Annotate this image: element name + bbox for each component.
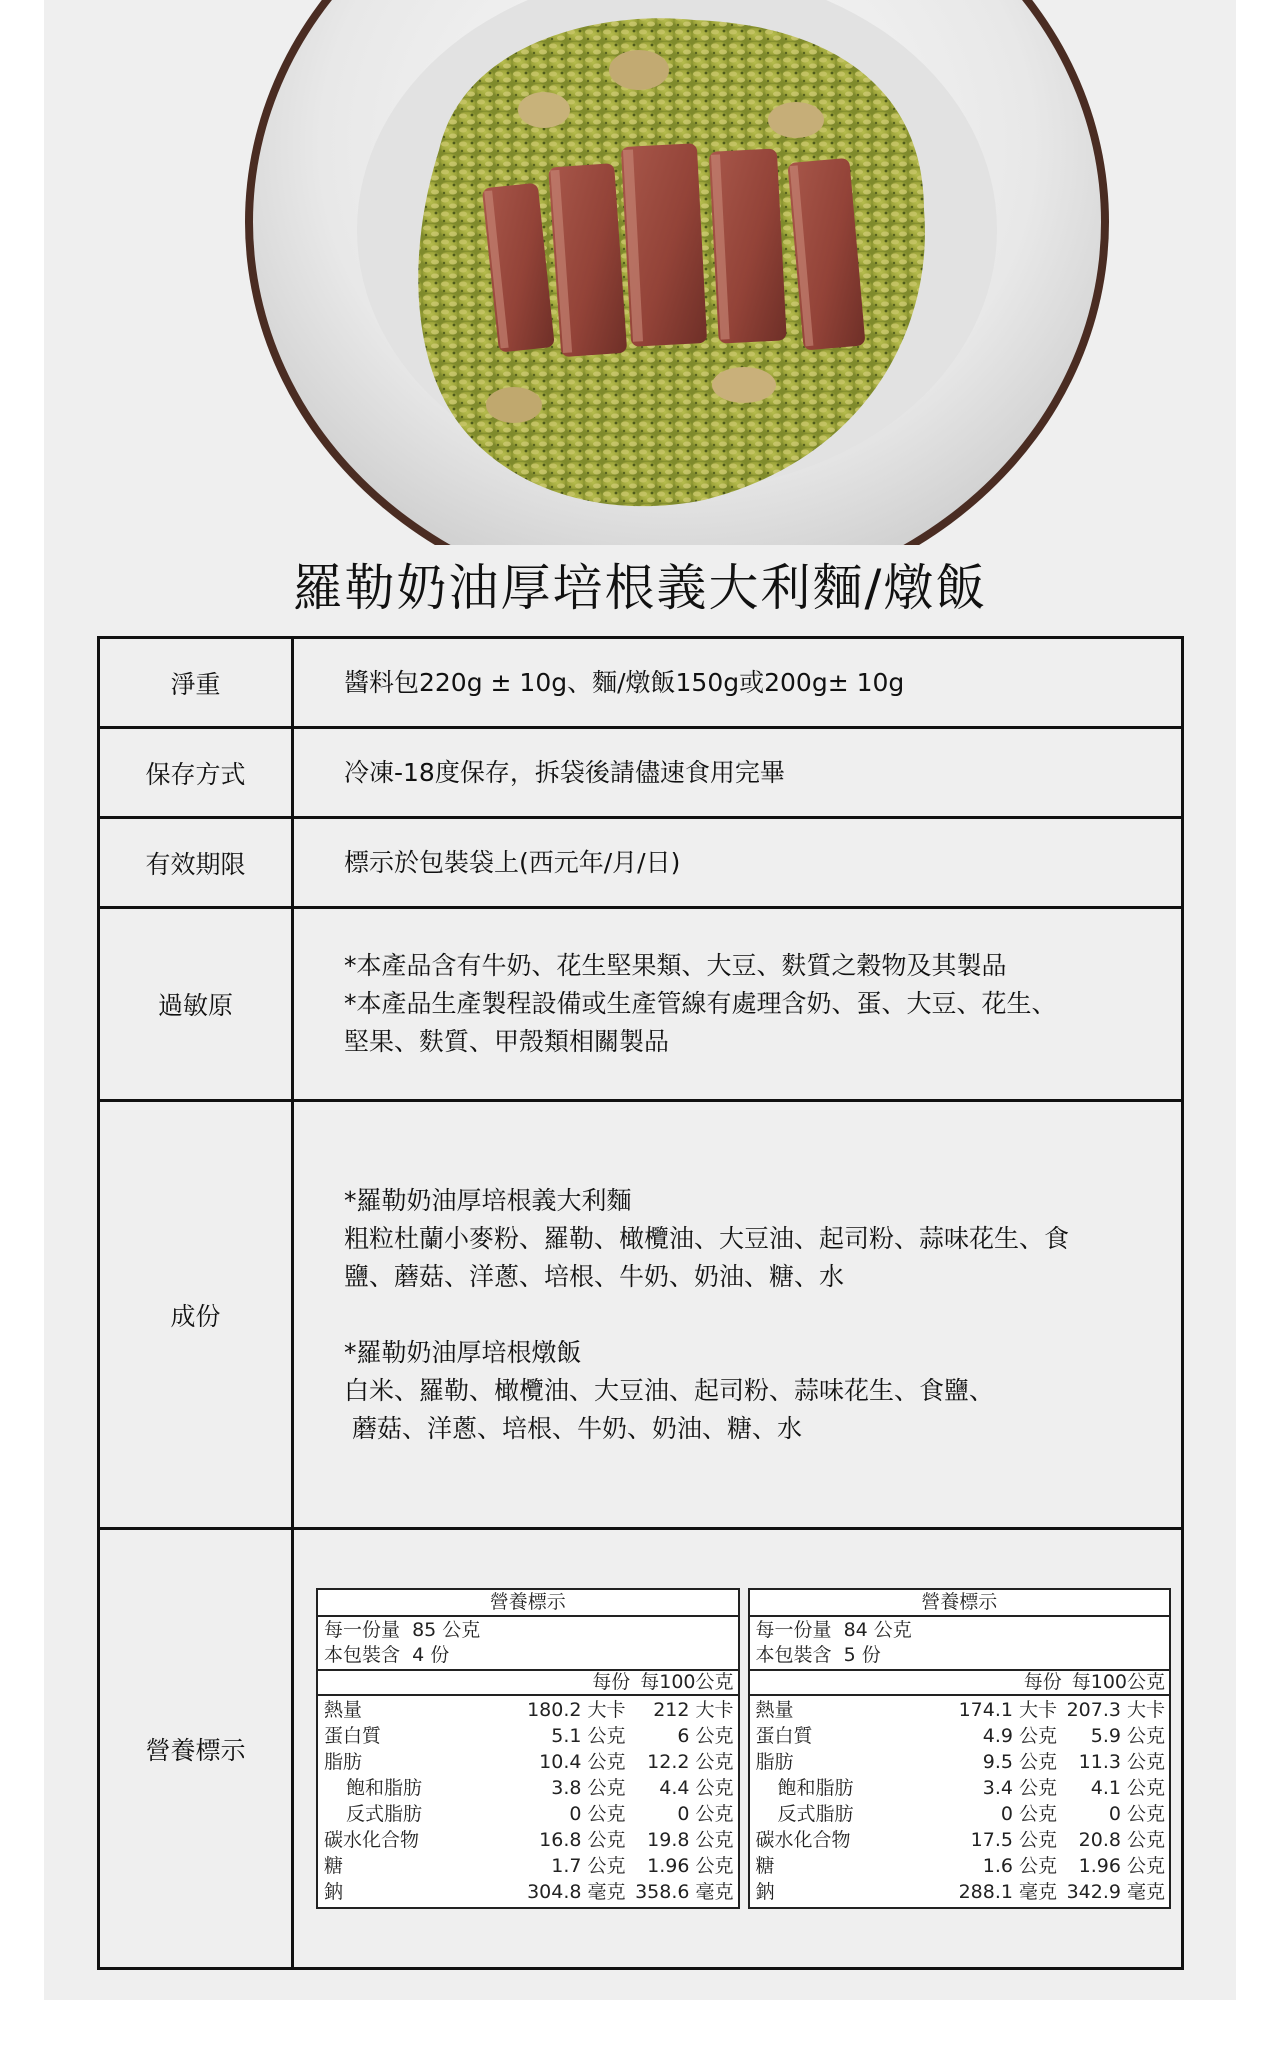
per-serving-header: 每份: [1023, 1671, 1062, 1693]
per-100g-header: 每100公克: [640, 1671, 734, 1693]
pasta-ingredients-title: *羅勒奶油厚培根義大利麵: [344, 1185, 632, 1215]
nutrient-per-serving: 288.1 毫克: [958, 1881, 1057, 1903]
nutrient-per-serving: 180.2 大卡: [527, 1699, 626, 1721]
per-100g-header: 每100公克: [1071, 1671, 1165, 1693]
product-title: 羅勒奶油厚培根義大利麵/燉飯: [292, 559, 988, 617]
allergen-line: *本產品生產製程設備或生產管線有處理含奶、蛋、大豆、花生、: [344, 989, 1057, 1018]
nutrient-per-100g: 20.8 公克: [1078, 1829, 1165, 1851]
nutrient-name: 熱量: [755, 1699, 794, 1721]
risotto-ingredients-line: 白米、羅勒、橄欖油、大豆油、起司粉、蒜味花生、食鹽、: [344, 1375, 995, 1405]
nutrient-name: 糖: [324, 1855, 344, 1877]
nutrient-per-serving: 1.6 公克: [982, 1855, 1057, 1877]
nutrition-row: [756, 1801, 1166, 1827]
risotto-ingredients-line: 蘑菇、洋蔥、培根、牛奶、奶油、糖、水: [344, 1413, 802, 1443]
nutrition-value: [293, 1529, 1183, 1969]
nutrient-name: 蛋白質: [755, 1725, 813, 1747]
nutrition-row: [324, 1879, 734, 1905]
nutrient-per-100g: 358.6 毫克: [635, 1881, 734, 1903]
serving-size: 每一份量 84 公克: [755, 1619, 912, 1641]
nutrient-per-serving: 10.4 公克: [539, 1751, 626, 1773]
pasta-plate-image: [44, 0, 1236, 545]
spec-row-allergen: [99, 908, 1183, 1101]
nutrient-per-serving: 3.4 公克: [982, 1777, 1057, 1799]
nutrient-per-100g: 212 大卡: [653, 1699, 734, 1721]
allergen-line: 堅果、麩質、甲殼類相關製品: [344, 1027, 670, 1056]
nutrition-labels: [316, 1588, 1171, 1909]
nutrition-row: [756, 1749, 1166, 1775]
nutrition-row: [324, 1697, 734, 1723]
nutrient-per-100g: 342.9 毫克: [1066, 1881, 1165, 1903]
serving-size: 每一份量 85 公克: [324, 1619, 481, 1641]
servings-per-pack: 本包裝含 4 份: [324, 1644, 450, 1666]
serving-info: [750, 1617, 1170, 1671]
spec-row-expiry: [99, 818, 1183, 908]
nutrition-heading: 營養標示: [318, 1590, 738, 1617]
expiry-value: 標示於包裝袋上(西元年/月/日): [293, 818, 1183, 908]
net-weight-label: 淨重: [99, 638, 293, 728]
nutrition-column-header: [750, 1671, 1170, 1696]
nutrition-label: 營養標示: [99, 1529, 293, 1969]
risotto-ingredients-title: *羅勒奶油厚培根燉飯: [344, 1337, 582, 1367]
spec-row-storage: [99, 728, 1183, 818]
nutrient-per-serving: 4.9 公克: [982, 1725, 1057, 1747]
nutrient-per-serving: 174.1 大卡: [958, 1699, 1057, 1721]
nutrient-name: 糖: [755, 1855, 775, 1877]
nutrient-name: 反式脂肪: [346, 1803, 423, 1825]
nutrition-row: [324, 1827, 734, 1853]
nutrient-name: 熱量: [324, 1699, 363, 1721]
per-serving-header: 每份: [592, 1671, 631, 1693]
nutrition-row: [756, 1853, 1166, 1879]
nutrition-column-header: [318, 1671, 738, 1696]
nutrient-name: 鈉: [755, 1881, 775, 1903]
nutrition-facts-risotto: [748, 1588, 1172, 1909]
spec-row-net-weight: [99, 638, 1183, 728]
nutrition-rows: [318, 1696, 738, 1907]
nutrient-name: 脂肪: [324, 1751, 363, 1773]
storage-label: 保存方式: [99, 728, 293, 818]
nutrition-row: [324, 1801, 734, 1827]
nutrient-per-100g: 4.4 公克: [659, 1777, 734, 1799]
storage-value: 冷凍-18度保存，拆袋後請儘速食用完畢: [293, 728, 1183, 818]
nutrient-per-serving: 9.5 公克: [982, 1751, 1057, 1773]
nutrient-per-100g: 207.3 大卡: [1066, 1699, 1165, 1721]
dish-photo: [44, 0, 1236, 545]
net-weight-value: 醬料包220g ± 10g、麵/燉飯150g或200g± 10g: [293, 638, 1183, 728]
nutrient-per-serving: 1.7 公克: [551, 1855, 626, 1877]
nutrient-name: 蛋白質: [324, 1725, 382, 1747]
nutrient-name: 鈉: [324, 1881, 344, 1903]
allergen-label: 過敏原: [99, 908, 293, 1101]
nutrition-row: [756, 1879, 1166, 1905]
nutrition-rows: [750, 1696, 1170, 1907]
nutrition-row: [756, 1775, 1166, 1801]
nutrient-per-serving: 304.8 毫克: [527, 1881, 626, 1903]
nutrition-row: [324, 1723, 734, 1749]
nutrient-name: 碳水化合物: [324, 1829, 420, 1851]
nutrient-per-100g: 12.2 公克: [647, 1751, 734, 1773]
nutrient-name: 反式脂肪: [777, 1803, 854, 1825]
pasta-ingredients-line: 粗粒杜蘭小麥粉、羅勒、橄欖油、大豆油、起司粉、蒜味花生、食: [344, 1223, 1070, 1253]
nutrient-per-100g: 0 公克: [1108, 1803, 1165, 1825]
nutrient-per-serving: 16.8 公克: [539, 1829, 626, 1851]
nutrient-name: 碳水化合物: [755, 1829, 851, 1851]
nutrient-per-100g: 1.96 公克: [647, 1855, 734, 1877]
nutrient-per-100g: 5.9 公克: [1090, 1725, 1165, 1747]
nutrition-row: [756, 1697, 1166, 1723]
nutrition-facts-pasta: [316, 1588, 740, 1909]
servings-per-pack: 本包裝含 5 份: [755, 1644, 881, 1666]
nutrient-name: 飽和脂肪: [346, 1777, 423, 1799]
nutrition-heading: 營養標示: [750, 1590, 1170, 1617]
nutrient-per-100g: 1.96 公克: [1078, 1855, 1165, 1877]
nutrition-row: [756, 1723, 1166, 1749]
ingredients-label: 成份: [99, 1101, 293, 1529]
nutrition-row: [324, 1749, 734, 1775]
allergen-line: *本產品含有牛奶、花生堅果類、大豆、麩質之穀物及其製品: [344, 951, 1007, 980]
spec-row-nutrition: [99, 1529, 1183, 1969]
nutrient-per-100g: 6 公克: [677, 1725, 734, 1747]
nutrient-per-serving: 17.5 公克: [970, 1829, 1057, 1851]
nutrient-name: 脂肪: [755, 1751, 794, 1773]
ingredients-value: [293, 1101, 1183, 1529]
nutrition-row: [756, 1827, 1166, 1853]
nutrient-per-100g: 11.3 公克: [1078, 1751, 1165, 1773]
nutrient-per-100g: 0 公克: [677, 1803, 734, 1825]
spec-row-ingredients: [99, 1101, 1183, 1529]
nutrient-per-serving: 3.8 公克: [551, 1777, 626, 1799]
nutrition-row: [324, 1853, 734, 1879]
serving-info: [318, 1617, 738, 1671]
nutrient-per-100g: 4.1 公克: [1090, 1777, 1165, 1799]
nutrient-name: 飽和脂肪: [777, 1777, 854, 1799]
pasta-ingredients-line: 鹽、蘑菇、洋蔥、培根、牛奶、奶油、糖、水: [344, 1261, 845, 1291]
nutrient-per-serving: 0 公克: [1000, 1803, 1057, 1825]
nutrient-per-serving: 5.1 公克: [551, 1725, 626, 1747]
expiry-label: 有效期限: [99, 818, 293, 908]
nutrient-per-serving: 0 公克: [569, 1803, 626, 1825]
allergen-value: [293, 908, 1183, 1101]
nutrient-per-100g: 19.8 公克: [647, 1829, 734, 1851]
nutrition-row: [324, 1775, 734, 1801]
product-spec-table: [97, 636, 1184, 1970]
